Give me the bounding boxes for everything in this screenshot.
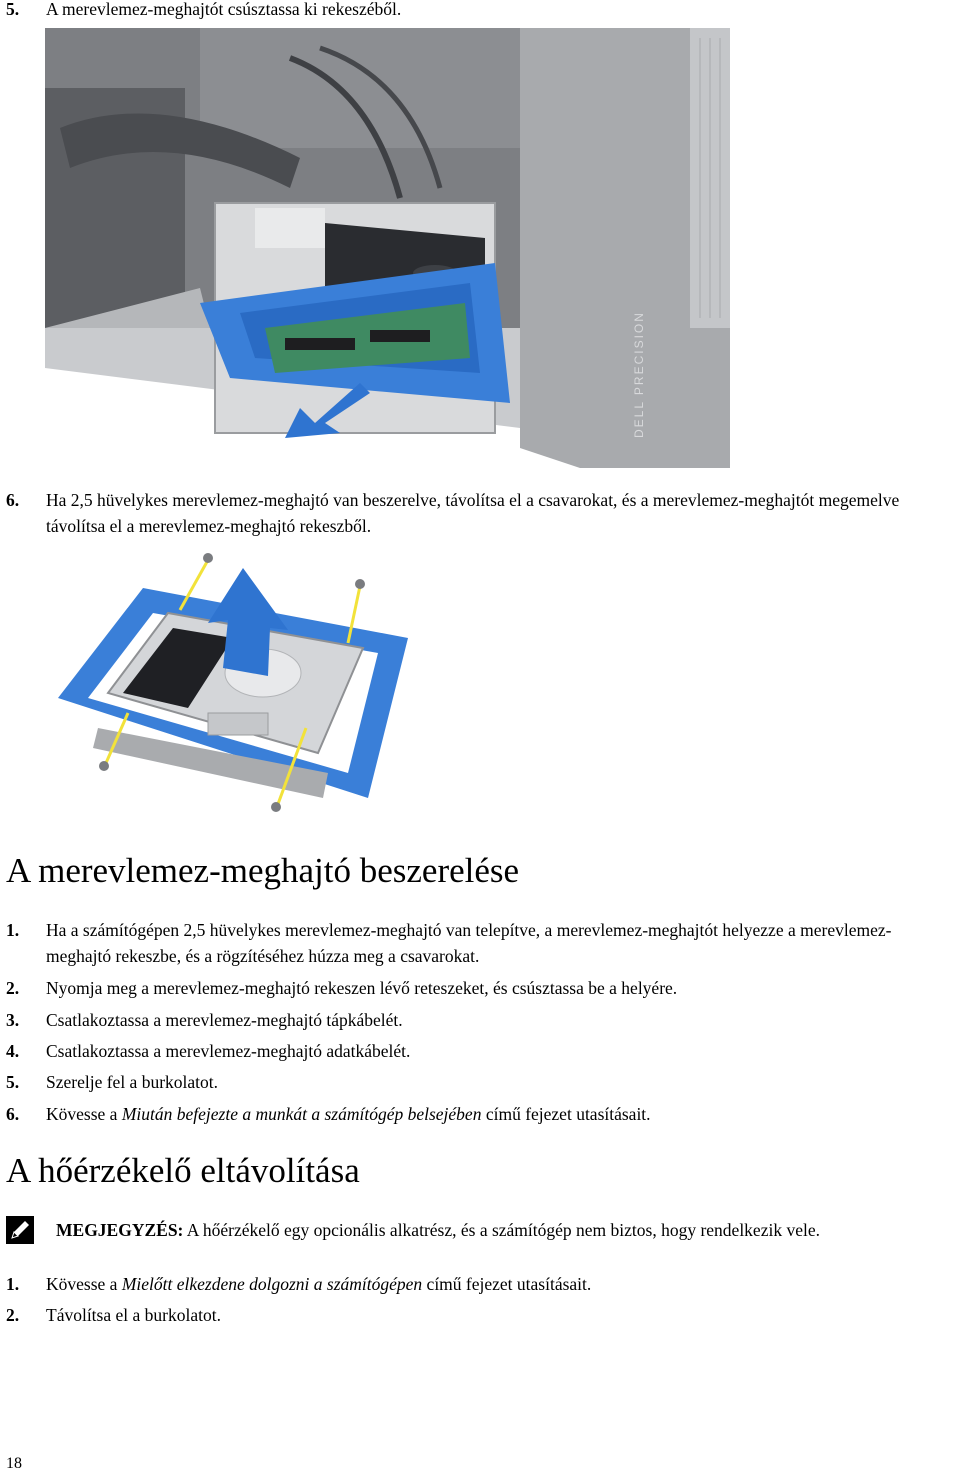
chassis-illustration bbox=[40, 28, 740, 473]
cross-reference-link[interactable]: Miután befejezte a munkát a számítógép belsejében bbox=[121, 1104, 482, 1124]
step-text: Ha 2,5 hüvelykes merevlemez-meghajtó van beszerelve, távolítsa el a csavarokat, és a merevlemez-meghajtót megemelve távolítsa el a merevlemez-meghajtó rekeszből. bbox=[46, 490, 900, 536]
step-number: 5. bbox=[6, 1072, 20, 1092]
step-text-before: Kövesse a bbox=[46, 1104, 122, 1124]
install-step-2 bbox=[6, 975, 951, 1001]
step-text: Távolítsa el a burkolatot. bbox=[46, 1305, 221, 1325]
install-step-5 bbox=[6, 1069, 951, 1095]
step-number: 6. bbox=[6, 1104, 20, 1124]
note-text: A hőérzékelő egy opcionális alkatrész, és a számítógép nem biztos, hogy rendelkezik vele. bbox=[183, 1220, 820, 1240]
remove-step-1 bbox=[6, 1271, 951, 1297]
step-6-remove bbox=[6, 487, 951, 539]
figure-drive-slide-out bbox=[40, 28, 740, 473]
step-text: Csatlakoztassa a merevlemez-meghajtó adatkábelét. bbox=[46, 1041, 411, 1061]
section-title-remove-sensor: A hőérzékelő eltávolítása bbox=[6, 1151, 360, 1190]
step-5-remove bbox=[6, 0, 951, 22]
step-number: 2. bbox=[6, 978, 20, 998]
install-step-3 bbox=[6, 1007, 951, 1033]
install-step-4 bbox=[6, 1038, 951, 1064]
cross-reference-link[interactable]: Mielőtt elkezdene dolgozni a számítógépen bbox=[121, 1274, 423, 1294]
step-text-after: című fejezet utasításait. bbox=[422, 1274, 592, 1294]
pencil-note-icon bbox=[6, 1216, 34, 1244]
install-step-6 bbox=[6, 1101, 951, 1127]
step-number: 1. bbox=[6, 920, 20, 940]
step-number: 5. bbox=[6, 0, 20, 19]
step-text: Nyomja meg a merevlemez-meghajtó rekeszen lévő reteszeket, és csúsztassa be a helyére. bbox=[46, 978, 678, 998]
step-number: 6. bbox=[6, 490, 20, 510]
section-title-install: A merevlemez-meghajtó beszerelése bbox=[6, 851, 520, 890]
step-text-before: Kövesse a bbox=[46, 1274, 122, 1294]
step-number: 4. bbox=[6, 1041, 20, 1061]
step-text-after: című fejezet utasításait. bbox=[481, 1104, 651, 1124]
step-number: 3. bbox=[6, 1010, 20, 1030]
install-step-1 bbox=[6, 917, 951, 969]
step-number: 2. bbox=[6, 1305, 20, 1325]
step-text bbox=[46, 1271, 951, 1297]
note-content bbox=[56, 1217, 820, 1243]
note-label: MEGJEGYZÉS: bbox=[56, 1220, 184, 1240]
remove-step-2 bbox=[6, 1302, 951, 1328]
step-number: 1. bbox=[6, 1274, 20, 1294]
note-box bbox=[6, 1212, 958, 1252]
brand-text: DELL PRECISION bbox=[632, 311, 646, 438]
step-text: A merevlemez-meghajtót csúsztassa ki rekeszéből. bbox=[46, 0, 402, 19]
step-text: Szerelje fel a burkolatot. bbox=[46, 1072, 219, 1092]
step-text: Csatlakoztassa a merevlemez-meghajtó tápkábelét. bbox=[46, 1010, 403, 1030]
figure-drive-bracket-screws bbox=[48, 548, 418, 818]
page-number: 18 bbox=[6, 1455, 22, 1472]
step-text bbox=[46, 1101, 951, 1127]
step-text: Ha a számítógépen 2,5 hüvelykes merevlemez-meghajtó van telepítve, a merevlemez-meghajtót helyezze a merevlemez-meghajtó rekeszbe, és a rögzítéséhez húzza meg a csavarokat. bbox=[46, 920, 892, 966]
bracket-illustration bbox=[48, 548, 418, 818]
